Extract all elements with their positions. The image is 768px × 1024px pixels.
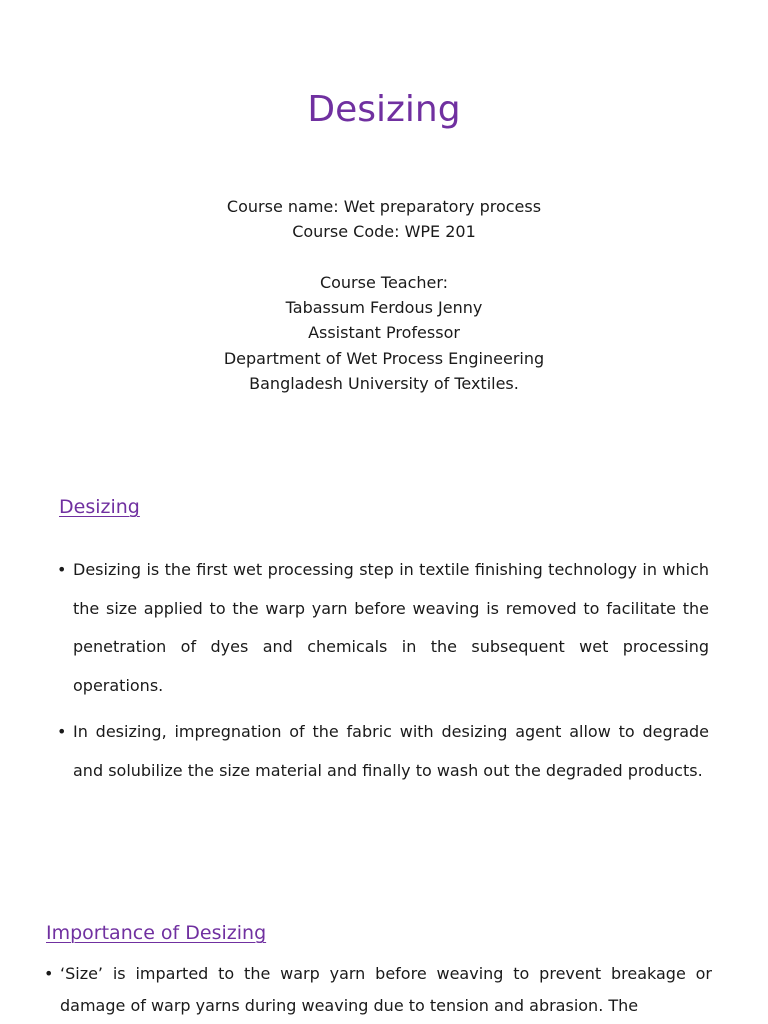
list-item: • ‘Size’ is imparted to the warp yarn before weaving to prevent breakage or damage of warp yarns during weaving due to tension and abrasion. The [60,958,712,1021]
section-heading-desizing: Desizing [59,496,140,518]
teacher-position: Assistant Professor [308,323,460,343]
university-name: Bangladesh University of Textiles. [249,374,519,394]
teacher-name: Tabassum Ferdous Jenny [285,298,483,318]
course-code-line: Course Code: WPE 201 [292,222,476,242]
list-item: • Desizing is the first wet processing step in textile finishing technology in which the size applied to the warp yarn before weaving is removed to facilitate the penetration of dyes and chemicals in the subsequent wet processing operations. [73,551,709,705]
document-title: Desizing [307,89,461,130]
department-name: Department of Wet Process Engineering [223,348,545,368]
blank-line [0,245,768,270]
course-teacher-label: Course Teacher: [319,272,449,292]
course-info [0,194,768,396]
section-heading-importance: Importance of Desizing [46,922,267,944]
course-name-line: Course name: Wet preparatory process [226,197,542,216]
desizing-bullet-list [73,551,709,790]
list-item: • In desizing, impregnation of the fabric with desizing agent allow to degrade and solubilize the size material and finally to wash out the degraded products. [73,713,709,790]
importance-bullet-list [60,958,712,1021]
